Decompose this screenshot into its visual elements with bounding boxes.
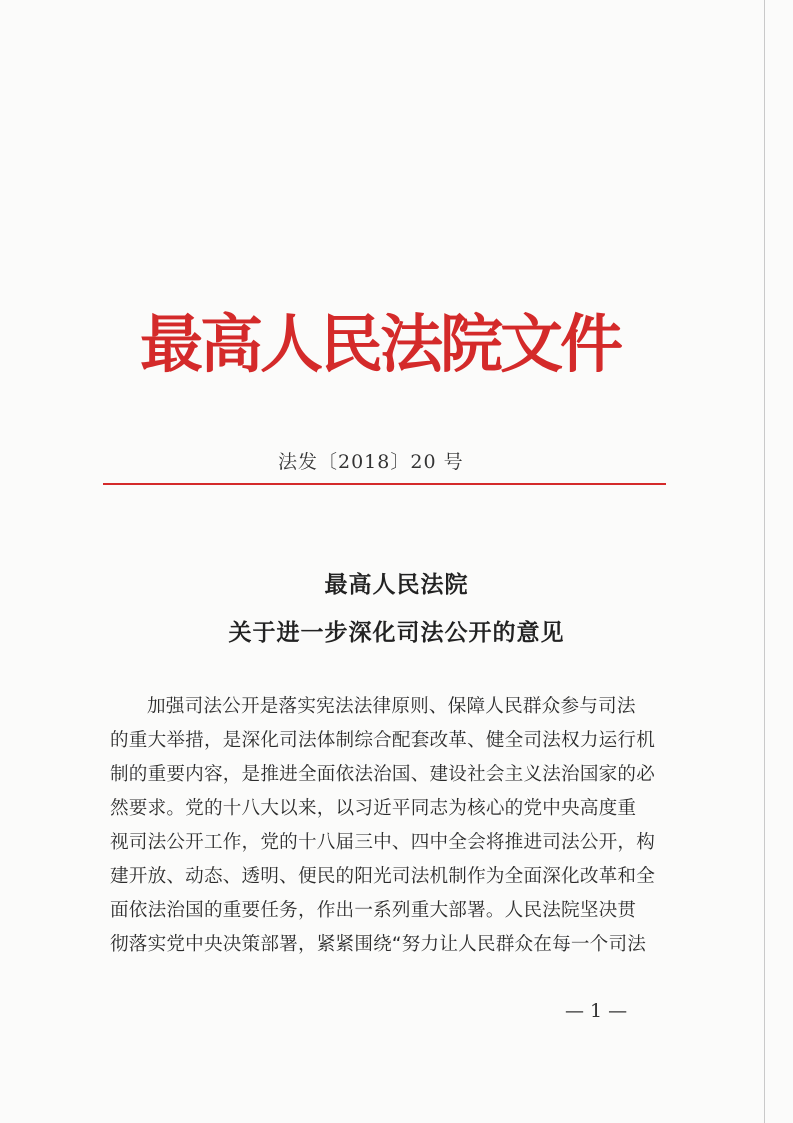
- body-line-2: 的重大举措，是深化司法体制综合配套改革、健全司法权力运行机: [110, 730, 656, 751]
- page-number: — 1 —: [565, 1000, 628, 1022]
- body-line-1: [110, 690, 685, 724]
- body-line-6: 建开放、动态、透明、便民的阳光司法机制作为全面深化改革和全: [110, 866, 656, 887]
- scan-edge-line: [764, 0, 765, 1123]
- body-line-5: 视司法公开工作，党的十八届三中、四中全会将推进司法公开，构: [110, 832, 656, 853]
- title-line-subject: 关于进一步深化司法公开的意见: [228, 619, 565, 646]
- issuer-header-title: 最高人民法院文件: [140, 308, 620, 381]
- body-line-8: 彻落实党中央决策部署，紧紧围绕“努力让人民群众在每一个司法: [110, 934, 647, 955]
- title-line-issuer: 最高人民法院: [324, 571, 469, 598]
- body-line-4: 然要求。党的十八大以来，以习近平同志为核心的党中央高度重: [110, 798, 637, 819]
- body-line-text: 加强司法公开是落实宪法法律原则、保障人民群众参与司法: [147, 696, 636, 717]
- red-divider-line: [103, 483, 666, 485]
- body-line-3: 制的重要内容，是推进全面依法治国、建设社会主义法治国家的必: [110, 764, 656, 785]
- document-header: [0, 290, 793, 400]
- body-paragraph: [110, 690, 685, 1010]
- document-number: 法发〔2018〕20 号: [278, 451, 464, 473]
- body-line-7: 面依法治国的重要任务，作出一系列重大部署。人民法院坚决贯: [110, 900, 637, 921]
